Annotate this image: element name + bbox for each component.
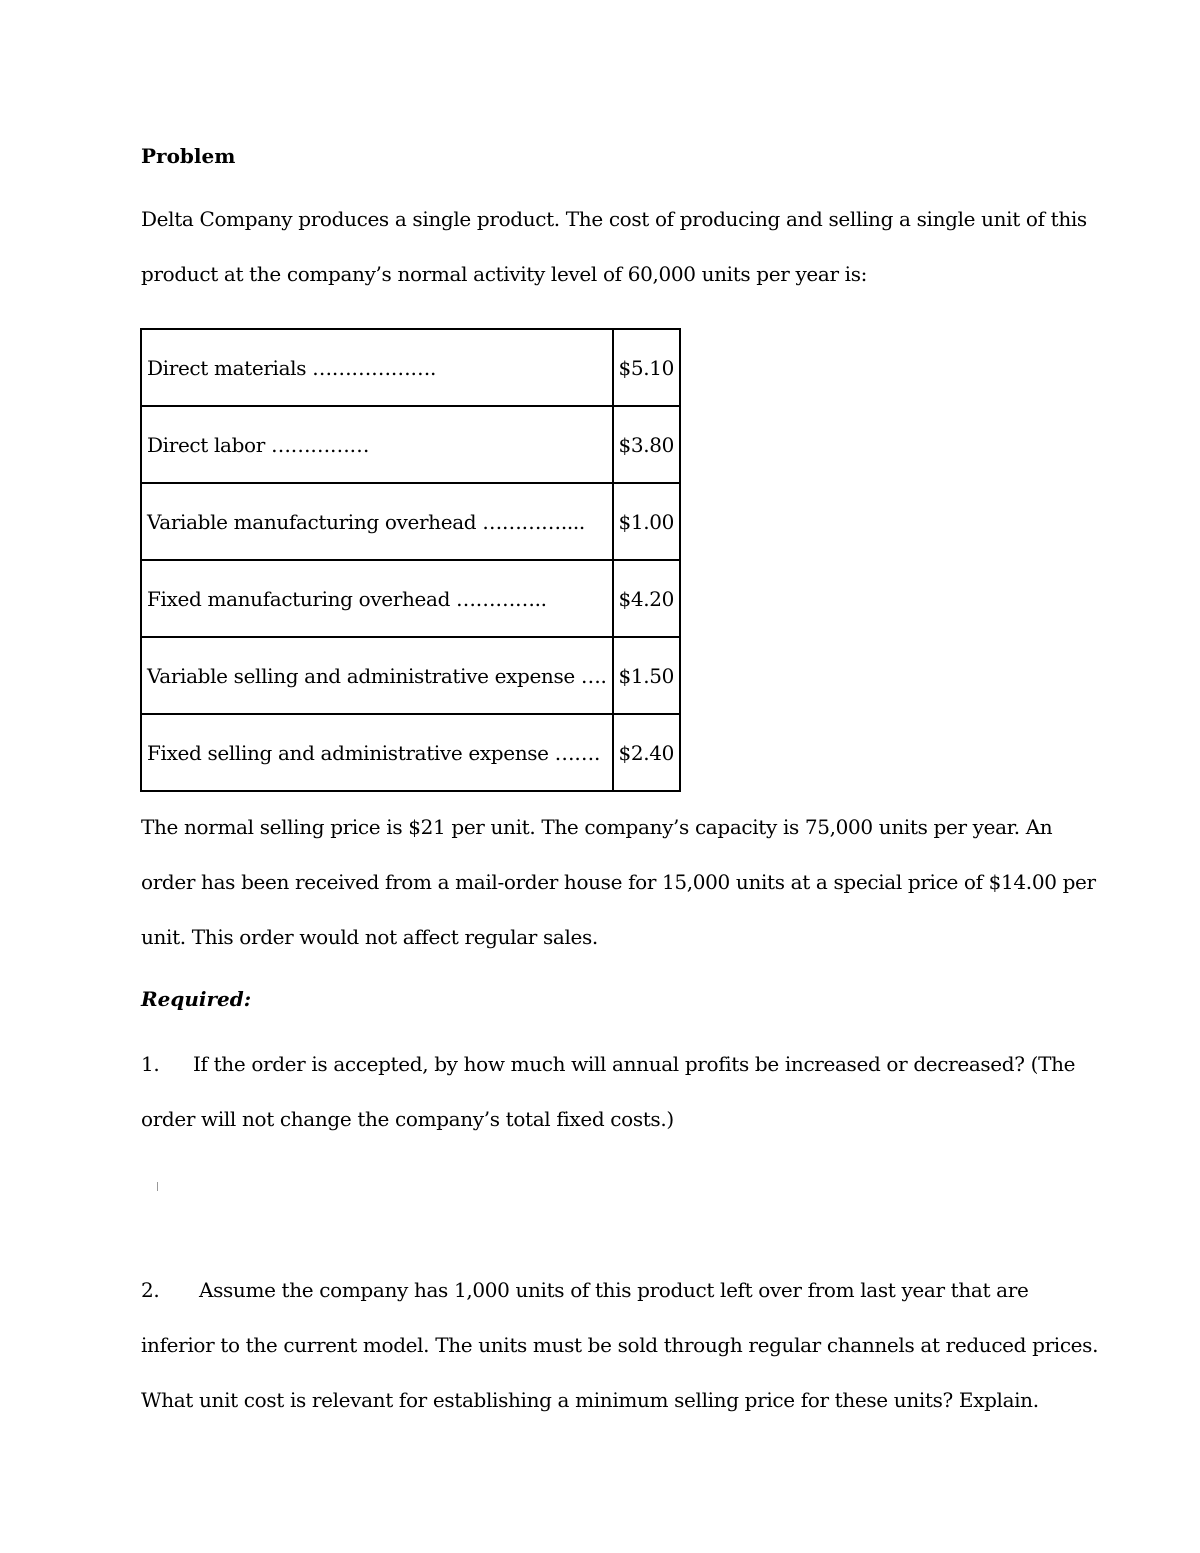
stray-mark — [157, 1182, 158, 1191]
table-row — [141, 329, 680, 406]
cost-label: Variable selling and administrative expense …. — [141, 637, 613, 714]
question-text: Assume the company has 1,000 units of this product left over from last year that are — [199, 1278, 1029, 1302]
question-line: inferior to the current model. The units must be sold through regular channels at reduced prices. — [141, 1333, 1099, 1357]
question-1 — [141, 1037, 1076, 1147]
required-label: Required: — [141, 987, 252, 1011]
problem-heading: Problem — [141, 144, 236, 168]
details-line: order has been received from a mail-order house for 15,000 units at a special price of $14.00 per — [141, 870, 1096, 894]
question-number: 2. — [141, 1278, 160, 1302]
cost-amount: $2.40 — [613, 714, 681, 791]
details-paragraph — [141, 800, 1096, 965]
cost-label: Fixed selling and administrative expense ……. — [141, 714, 613, 791]
table-row — [141, 406, 680, 483]
question-number: 1. — [141, 1052, 160, 1076]
cost-amount: $1.00 — [613, 483, 681, 560]
question-text: If the order is accepted, by how much will annual profits be increased or decreased? (The — [193, 1052, 1076, 1076]
question-line — [141, 1037, 1076, 1092]
cost-label: Direct labor …………… — [141, 406, 613, 483]
unit-cost-table — [140, 328, 681, 792]
question-2 — [141, 1263, 1099, 1428]
table-row — [141, 637, 680, 714]
table-row — [141, 714, 680, 791]
question-line — [141, 1263, 1071, 1318]
details-line: The normal selling price is $21 per unit. The company’s capacity is 75,000 units per year. An — [141, 815, 1053, 839]
intro-line: Delta Company produces a single product. The cost of producing and selling a single unit of this — [141, 207, 1087, 231]
intro-paragraph — [141, 192, 1087, 302]
cost-label: Fixed manufacturing overhead ………….. — [141, 560, 613, 637]
cost-amount: $1.50 — [613, 637, 681, 714]
table-row — [141, 560, 680, 637]
cost-amount: $4.20 — [613, 560, 681, 637]
cost-label: Variable manufacturing overhead ………….... — [141, 483, 613, 560]
question-line: order will not change the company’s total fixed costs.) — [141, 1107, 674, 1131]
cost-label: Direct materials ………………. — [141, 329, 613, 406]
details-line: unit. This order would not affect regular sales. — [141, 925, 598, 949]
intro-line: product at the company’s normal activity level of 60,000 units per year is: — [141, 262, 868, 286]
cost-amount: $3.80 — [613, 406, 681, 483]
cost-amount: $5.10 — [613, 329, 681, 406]
question-line: What unit cost is relevant for establishing a minimum selling price for these units? Explain. — [141, 1388, 1039, 1412]
table-row — [141, 483, 680, 560]
